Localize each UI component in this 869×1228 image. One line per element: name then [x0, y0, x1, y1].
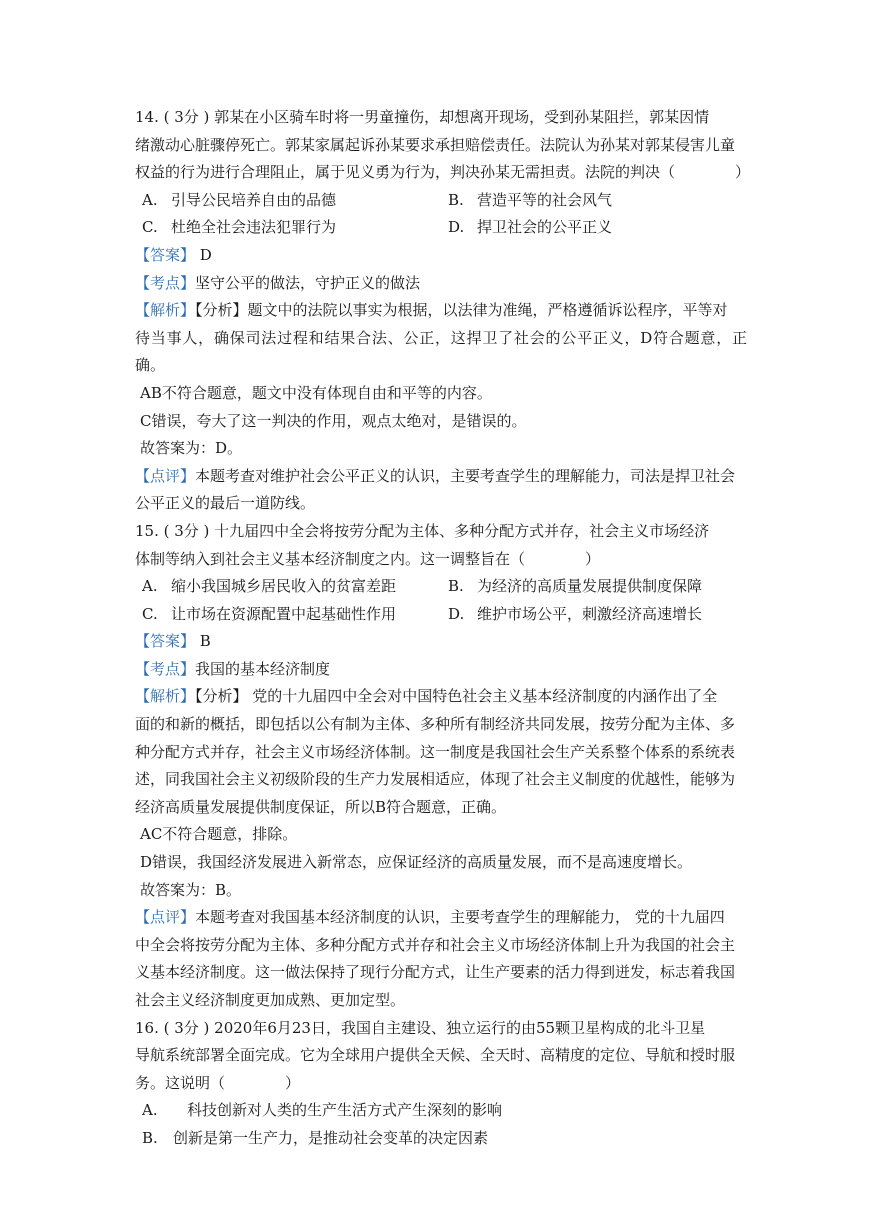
options-row — [135, 187, 747, 215]
answer-line — [135, 628, 747, 656]
comment-tag: 【点评】 — [135, 466, 196, 485]
comment-line: 【点评】本题考查对维护社会公平正义的认识，主要考查学生的理解能力，司法是捍卫社会 — [135, 466, 736, 485]
answer-tag: 【答案】 — [135, 245, 196, 264]
option-d: D. 捍卫社会的公平正义 — [448, 218, 613, 237]
analysis-tag: 【解析】 — [135, 301, 196, 320]
question-stem-line: 务。这说明（ ） — [135, 1073, 301, 1092]
question-16 — [135, 1015, 747, 1153]
answer-value: B — [195, 632, 211, 651]
point-line — [135, 270, 747, 298]
comment-line: 【点评】本题考查对我国基本经济制度的认识，主要考查学生的理解能力， 党的十九届四 — [135, 908, 725, 927]
options-row — [135, 573, 747, 601]
option-b: B. 为经济的高质量发展提供制度保障 — [448, 577, 703, 596]
analysis-subtag: 【分析】 — [195, 687, 248, 706]
analysis-line: 故答案为：D。 — [140, 439, 243, 458]
analysis-line: 经济高质量发展提供制度保证，所以B符合题意，正确。 — [135, 797, 507, 816]
question-content — [135, 104, 751, 1153]
analysis-tag: 【解析】 — [135, 687, 196, 706]
question-14 — [135, 104, 751, 518]
answer-tag: 【答案】 — [135, 632, 196, 651]
question-stem-line: 绪激动心脏骤停死亡。郭某家属起诉孙某要求承担赔偿责任。法院认为孙某对郭某侵害儿童 — [135, 135, 736, 154]
comment-line: 社会主义经济制度更加成熟、更加定型。 — [135, 991, 406, 1009]
analysis-line: AB不符合题意，题文中没有体现自由和平等的内容。 — [140, 383, 492, 402]
comment-tag: 【点评】 — [135, 908, 196, 927]
question-stem-line: 14. ( 3分 ) 郭某在小区骑车时将一男童撞伤，却想离开现场，受到孙某阻拦，郭某因情 — [135, 108, 710, 126]
analysis-line: 面的和新的概括，即包括以公有制为主体、多种所有制经济共同发展，按劳分配为主体、多 — [135, 715, 736, 734]
analysis-line: 述，同我国社会主义初级阶段的生产力发展相适应，体现了社会主义制度的优越性，能够为 — [135, 770, 736, 789]
answer-value: D — [195, 245, 212, 264]
option-b: B. 营造平等的社会风气 — [448, 190, 613, 209]
option-d: D. 维护市场公平，刺激经济高速增长 — [448, 604, 703, 623]
option-a: A. 缩小我国城乡居民收入的贫富差距 — [142, 577, 397, 596]
option-c: C. 让市场在资源配置中起基础性作用 — [142, 604, 397, 623]
point-tag: 【考点】 — [135, 659, 196, 678]
answer-line — [135, 242, 747, 270]
analysis-line: 【解析】【分析】 党的十九届四中全会对中国特色社会主义基本经济制度的内涵作出了全 — [135, 687, 718, 706]
point-tag: 【考点】 — [135, 273, 196, 292]
option-b: B. 创新是第一生产力，是推动社会变革的决定因素 — [142, 1128, 489, 1147]
option-a: A. 引导公民培养自由的品德 — [142, 190, 337, 209]
analysis-subtag: 【分析】 — [195, 301, 248, 320]
comment-line: 中全会将按劳分配为主体、多种分配方式并存和社会主义市场经济体制上升为我国的社会主 — [135, 935, 736, 954]
question-15 — [135, 518, 747, 1015]
analysis-line: 故答案为：B。 — [140, 880, 242, 899]
question-stem-line: 权益的行为进行合理阻止，属于见义勇为行为，判决孙某无需担责。法院的判决（ ） — [135, 163, 751, 182]
option-c: C. 杜绝全社会违法犯罪行为 — [142, 218, 337, 237]
comment-line: 公平正义的最后一道防线。 — [135, 494, 316, 513]
analysis-line: 种分配方式并存，社会主义市场经济体制。这一制度是我国社会生产关系整个体系的系统表 — [135, 742, 736, 761]
analysis-line: AC不符合题意，排除。 — [140, 825, 298, 844]
question-stem-line: 导航系统部署全面完成。它为全球用户提供全天候、全天时、高精度的定位、导航和授时服 — [135, 1046, 736, 1065]
point-value: 我国的基本经济制度 — [195, 659, 331, 678]
options-row — [135, 601, 747, 629]
analysis-line: D错误，我国经济发展进入新常态，应保证经济的高质量发展，而不是高速度增长。 — [140, 853, 693, 872]
comment-line: 义基本经济制度。这一做法保持了现行分配方式，让生产要素的活力得到迸发，标志着我国 — [135, 963, 736, 982]
point-value: 坚守公平的做法，守护正义的做法 — [195, 273, 421, 292]
analysis-line: C错误，夸大了这一判决的作用，观点太绝对，是错误的。 — [140, 411, 527, 430]
question-stem-line: 16. ( 3分 ) 2020年6月23日，我国自主建设、独立运行的由55颗卫星构成的北斗卫星 — [135, 1018, 706, 1037]
analysis-line: 【解析】【分析】题文中的法院以事实为根据，以法律为准绳，严格遵循诉讼程序，平等对 — [135, 301, 728, 320]
option-a: A. 科技创新对人类的生产生活方式产生深刻的影响 — [142, 1101, 503, 1120]
question-stem-line: 体制等纳入到社会主义基本经济制度之内。这一调整旨在（ ） — [135, 549, 601, 568]
options-row — [135, 214, 747, 242]
analysis-line: 待当事人，确保司法过程和结果合法、公正，这捍卫了社会的公平正义，D符合题意，正确。 — [135, 328, 747, 375]
point-line — [135, 656, 747, 684]
question-stem-line: 15. ( 3分 ) 十九届四中全会将按劳分配为主体、多种分配方式并存，社会主义市场经济 — [135, 521, 710, 540]
